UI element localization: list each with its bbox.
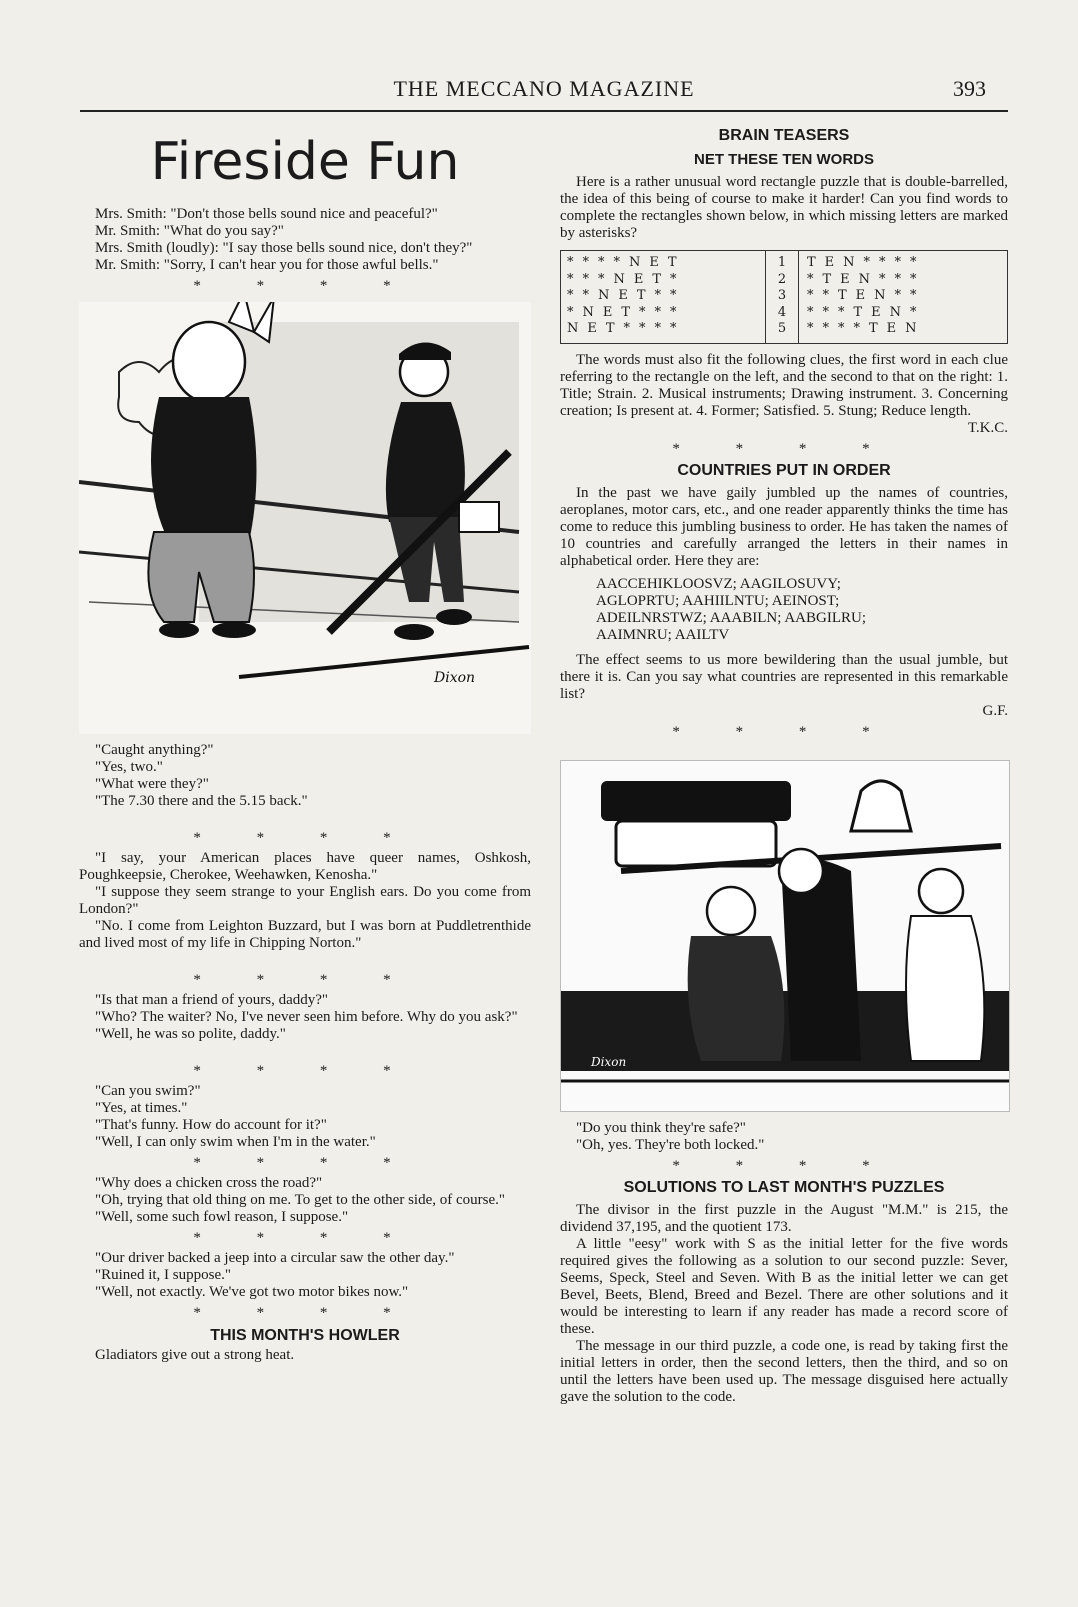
left-column bbox=[79, 128, 531, 1364]
joke-line: Mrs. Smith (loudly): "I say those bells sound nice, don't they?" bbox=[95, 240, 473, 256]
page-header bbox=[80, 74, 1008, 112]
word-rectangle-grid bbox=[560, 250, 1008, 344]
joke-line: "Is that man a friend of yours, daddy?" bbox=[95, 992, 329, 1008]
star-separator: * * * * bbox=[193, 1305, 417, 1321]
net-intro-text: Here is a rather unusual word rectangle puzzle that is double-barrelled, the idea of this being of course to make it harder! Can you find words to complete the rectangles shown below, in which missing letters are marked by asterisks? bbox=[560, 174, 1008, 241]
joke-line: "Who? The waiter? No, I've never seen him before. Why do you ask?" bbox=[95, 1009, 518, 1025]
joke-line: "Yes, two." bbox=[95, 759, 163, 775]
joke-line: "Oh, trying that old thing on me. To get to the other side, of course." bbox=[95, 1192, 506, 1208]
star-separator: * * * * bbox=[193, 830, 417, 846]
anagram-list bbox=[596, 576, 1008, 644]
clue-number: 4 bbox=[777, 304, 787, 320]
left-rectangle bbox=[561, 251, 765, 343]
joke-line: "Why does a chicken cross the road?" bbox=[95, 1175, 323, 1191]
joke-line: Mr. Smith: "What do you say?" bbox=[95, 223, 284, 239]
joke-line: "No. I come from Leighton Buzzard, but I was born at Puddletrenthide and lived most of my life in Chipping Norton." bbox=[79, 918, 531, 951]
joke-line: "Ruined it, I suppose." bbox=[95, 1267, 231, 1283]
joke-line: "Our driver backed a jeep into a circular saw the other day." bbox=[95, 1250, 455, 1266]
net-clues-text: The words must also fit the following clues, the first word in each clue referring to the rectangle on the left, and the second to that on the right: 1. Title; Strain. 2. Musical instruments; Drawing instrument. 3. Concerning creation; Is present at. 4. Former; Satisfied. 5. Stung; Reduce length. bbox=[560, 352, 1008, 419]
joke-line: "Well, not exactly. We've got two motor bikes now." bbox=[95, 1284, 409, 1300]
joke-line: "What were they?" bbox=[95, 776, 209, 792]
countries-heading: COUNTRIES PUT IN ORDER bbox=[677, 462, 891, 479]
grid-row: NET**** bbox=[567, 321, 686, 336]
joke-line: "The 7.30 there and the 5.15 back." bbox=[95, 793, 308, 809]
luggage-rack-cartoon-illustration bbox=[560, 760, 1010, 1112]
joke-line: "Well, he was so polite, daddy." bbox=[95, 1026, 286, 1042]
joke-line: "Well, some such fowl reason, I suppose." bbox=[95, 1209, 349, 1225]
star-separator: * * * * bbox=[193, 972, 417, 988]
joke-line: Mrs. Smith: "Don't those bells sound nice and peaceful?" bbox=[95, 206, 438, 222]
star-separator: * * * * bbox=[672, 441, 896, 457]
grid-row: **TEN** bbox=[807, 288, 926, 303]
countries-intro-text: In the past we have gaily jumbled up the names of countries, aeroplanes, motor cars, etc., and one reader apparently thinks the time has come to reduce this jumbling business to order. He has taken the names of 10 countries and carefully arranged the letters in their names in alphabetical order. Here they are: bbox=[560, 485, 1008, 569]
solution-paragraph: The message in our third puzzle, a code one, is read by taking first the initial letters in order, then the second letters, then the third, and so on until the letters have been used up. The message disguised here actually gave the solution to the code. bbox=[560, 1338, 1008, 1405]
clue-number: 3 bbox=[777, 288, 787, 303]
anagram-line: AACCEHIKLOOSVZ; AAGILOSUVY; bbox=[596, 576, 841, 592]
caption-line: "Do you think they're safe?" bbox=[576, 1120, 746, 1136]
joke-line: Mr. Smith: "Sorry, I can't hear you for those awful bells." bbox=[95, 257, 439, 273]
caption-line: "Oh, yes. They're both locked." bbox=[576, 1137, 765, 1153]
joke-line: "Well, I can only swim when I'm in the water." bbox=[95, 1134, 376, 1150]
net-words-heading: NET THESE TEN WORDS bbox=[693, 151, 874, 168]
joke-line: "I suppose they seem strange to your English ears. Do you come from London?" bbox=[79, 884, 531, 917]
star-separator: * * * * bbox=[193, 1230, 417, 1246]
grid-row: **NET** bbox=[567, 288, 686, 303]
anagram-line: ADEILNRSTWZ; AAABILN; AABGILRU; bbox=[596, 610, 866, 626]
countries-outro-text: The effect seems to us more bewildering than the usual jumble, but there it is. Can you say what countries are represented in this remarkable list? bbox=[560, 652, 1008, 702]
anagram-line: AAIMNRU; AAILTV bbox=[596, 627, 730, 643]
magazine-title: THE MECCANO MAGAZINE bbox=[393, 76, 695, 101]
solutions-heading: SOLUTIONS TO LAST MONTH'S PUZZLES bbox=[623, 1179, 945, 1196]
star-separator: * * * * bbox=[193, 278, 417, 294]
right-rectangle bbox=[799, 251, 1007, 343]
joke-line: "Yes, at times." bbox=[95, 1100, 188, 1116]
clue-number: 2 bbox=[777, 271, 787, 287]
grid-row: ***NET* bbox=[567, 271, 686, 287]
cartoon-signature: Dixon bbox=[591, 1055, 627, 1069]
star-separator: * * * * bbox=[672, 1158, 896, 1174]
grid-row: TEN**** bbox=[807, 255, 926, 270]
joke-line: "Can you swim?" bbox=[95, 1083, 201, 1099]
grid-row: *NET*** bbox=[567, 304, 686, 320]
joke-line: "Caught anything?" bbox=[95, 742, 214, 758]
star-separator: * * * * bbox=[672, 724, 896, 740]
countries-signature: G.F. bbox=[982, 703, 1008, 719]
solution-paragraph: A little "eesy" work with S as the initial letter for the five words required gives the following as a solution to our second puzzle: Sever, Seems, Speck, Steel and Seven. With B as the initial letter we can get Bevel, Beets, Blend, Breed and Bezel. There are other solutions and it would be interesting to learn if any reader has made a record score of these. bbox=[560, 1236, 1008, 1337]
clue-numbers bbox=[765, 251, 799, 343]
net-signature: T.K.C. bbox=[967, 420, 1008, 436]
grid-row: ***TEN* bbox=[807, 304, 926, 320]
page-number: 393 bbox=[953, 76, 986, 101]
clue-number: 5 bbox=[777, 321, 787, 336]
star-separator: * * * * bbox=[193, 1063, 417, 1079]
joke-line: "I say, your American places have queer names, Oshkosh, Poughkeepsie, Cherokee, Weehawken, Kenosha." bbox=[79, 850, 531, 883]
clue-number: 1 bbox=[777, 255, 787, 270]
anagram-line: AGLOPRTU; AAHIILNTU; AEINOST; bbox=[596, 593, 840, 609]
cartoon-signature: Dixon bbox=[434, 670, 476, 686]
fishing-cartoon-illustration bbox=[79, 302, 531, 734]
howler-heading: THIS MONTH'S HOWLER bbox=[210, 1327, 400, 1344]
grid-row: ****TEN bbox=[807, 321, 926, 336]
solution-paragraph: The divisor in the first puzzle in the August "M.M." is 215, the dividend 37,195, and the quotient 173. bbox=[560, 1202, 1008, 1235]
right-column bbox=[560, 126, 1008, 1406]
joke-line: "That's funny. How do account for it?" bbox=[95, 1117, 327, 1133]
grid-row: *TEN*** bbox=[807, 271, 926, 287]
grid-row: ****NET bbox=[567, 255, 686, 270]
fireside-fun-heading: Fireside Fun bbox=[150, 132, 460, 192]
howler-text: Gladiators give out a strong heat. bbox=[95, 1347, 295, 1363]
star-separator: * * * * bbox=[193, 1155, 417, 1171]
brain-teasers-heading: BRAIN TEASERS bbox=[718, 127, 850, 144]
